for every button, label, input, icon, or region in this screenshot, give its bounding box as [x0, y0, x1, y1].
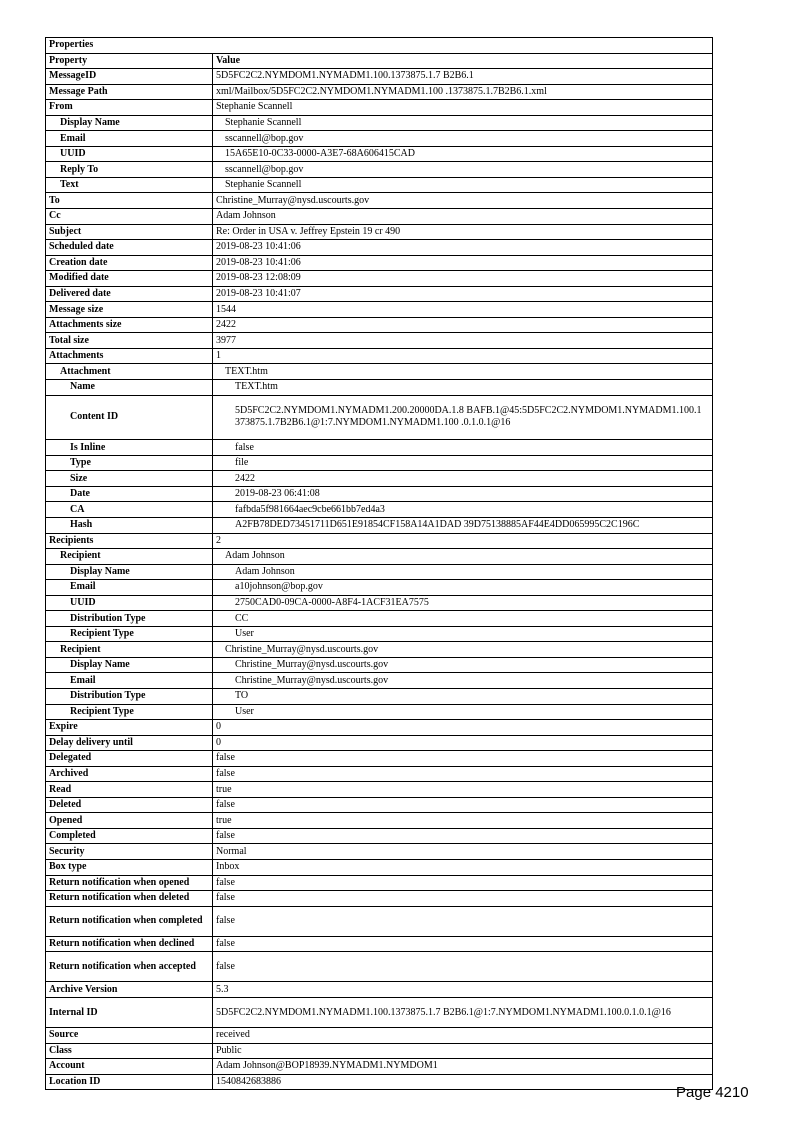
property-name: Return notification when completed [46, 906, 213, 936]
property-name: Box type [46, 860, 213, 876]
table-row [46, 440, 713, 456]
property-name: Recipient Type [46, 626, 213, 642]
property-name: Reply To [46, 162, 213, 178]
property-value: received [213, 1028, 713, 1044]
properties-table-body [46, 38, 713, 1090]
property-value: xml/Mailbox/5D5FC2C2.NYMDOM1.NYMADM1.100 .1373875.1.7B2B6.1.xml [213, 84, 713, 100]
property-name: Archive Version [46, 982, 213, 998]
table-row [46, 69, 713, 85]
table-row [46, 471, 713, 487]
property-name: Distribution Type [46, 689, 213, 705]
property-name: Size [46, 471, 213, 487]
table-row [46, 1059, 713, 1075]
property-value: Christine_Murray@nysd.uscourts.gov [213, 642, 713, 658]
table-row [46, 626, 713, 642]
properties-table [45, 37, 713, 1090]
property-name: Delivered date [46, 286, 213, 302]
property-value: true [213, 782, 713, 798]
table-row [46, 380, 713, 396]
property-name: Cc [46, 209, 213, 225]
property-name: From [46, 100, 213, 116]
property-value: file [213, 455, 713, 471]
property-name: Text [46, 177, 213, 193]
table-row [46, 486, 713, 502]
property-value: Adam Johnson@BOP18939.NYMADM1.NYMDOM1 [213, 1059, 713, 1075]
property-value: false [213, 751, 713, 767]
property-value: 1544 [213, 302, 713, 318]
property-name: Total size [46, 333, 213, 349]
property-value: sscannell@bop.gov [213, 162, 713, 178]
table-row [46, 595, 713, 611]
property-name: Attachments [46, 348, 213, 364]
table-row [46, 317, 713, 333]
table-header-row [46, 53, 713, 69]
property-name: Account [46, 1059, 213, 1075]
table-row [46, 611, 713, 627]
property-value: Adam Johnson [213, 564, 713, 580]
property-name: Email [46, 673, 213, 689]
property-name: Recipient [46, 642, 213, 658]
property-value: 2019-08-23 06:41:08 [213, 486, 713, 502]
property-name: Distribution Type [46, 611, 213, 627]
property-value: Adam Johnson [213, 549, 713, 565]
table-row [46, 766, 713, 782]
property-name: Completed [46, 828, 213, 844]
property-value: false [213, 875, 713, 891]
property-value: TO [213, 689, 713, 705]
table-row [46, 997, 713, 1027]
property-name: Hash [46, 518, 213, 534]
property-name: Source [46, 1028, 213, 1044]
property-value: true [213, 813, 713, 829]
table-row [46, 209, 713, 225]
table-row [46, 952, 713, 982]
property-name: To [46, 193, 213, 209]
table-row [46, 875, 713, 891]
table-row [46, 580, 713, 596]
property-name: Date [46, 486, 213, 502]
property-name: Return notification when accepted [46, 952, 213, 982]
property-value: 2422 [213, 317, 713, 333]
table-row [46, 333, 713, 349]
table-row [46, 549, 713, 565]
property-value: 2019-08-23 10:41:06 [213, 240, 713, 256]
table-row [46, 720, 713, 736]
property-name: Class [46, 1043, 213, 1059]
property-name: Display Name [46, 564, 213, 580]
property-value: Adam Johnson [213, 209, 713, 225]
property-name: Scheduled date [46, 240, 213, 256]
property-value: 2750CAD0-09CA-0000-A8F4-1ACF31EA7575 [213, 595, 713, 611]
table-row [46, 302, 713, 318]
property-value: 0 [213, 735, 713, 751]
property-name: MessageID [46, 69, 213, 85]
property-name: UUID [46, 146, 213, 162]
property-value: Stephanie Scannell [213, 115, 713, 131]
table-row [46, 162, 713, 178]
table-row [46, 146, 713, 162]
property-name: Modified date [46, 271, 213, 287]
table-row [46, 751, 713, 767]
table-row [46, 735, 713, 751]
property-value: 2422 [213, 471, 713, 487]
property-value: 2 [213, 533, 713, 549]
property-value: false [213, 936, 713, 952]
table-row [46, 891, 713, 907]
property-name: Display Name [46, 115, 213, 131]
table-row [46, 782, 713, 798]
property-value: TEXT.htm [213, 380, 713, 396]
property-value: sscannell@bop.gov [213, 131, 713, 147]
table-row [46, 1028, 713, 1044]
property-value: 2019-08-23 10:41:06 [213, 255, 713, 271]
property-value: 5D5FC2C2.NYMDOM1.NYMADM1.200.20000DA.1.8 BAFB.1@45:5D5FC2C2.NYMDOM1.NYMADM1.100.1 373875.1.7B2B6.1@1:7.NYMDOM1.NYMADM1.100 .0.1.0.1@16 [213, 395, 713, 440]
property-value: false [213, 797, 713, 813]
table-row [46, 689, 713, 705]
property-name: Internal ID [46, 997, 213, 1027]
property-name: Read [46, 782, 213, 798]
property-name: Is Inline [46, 440, 213, 456]
table-row [46, 348, 713, 364]
property-name: Return notification when declined [46, 936, 213, 952]
table-row [46, 1043, 713, 1059]
property-name: Delay delivery until [46, 735, 213, 751]
property-value: Christine_Murray@nysd.uscourts.gov [213, 673, 713, 689]
property-name: Return notification when opened [46, 875, 213, 891]
property-value: Public [213, 1043, 713, 1059]
property-name: Message Path [46, 84, 213, 100]
property-value: a10johnson@bop.gov [213, 580, 713, 596]
column-header-property: Property [46, 53, 213, 69]
property-name: Opened [46, 813, 213, 829]
property-name: Archived [46, 766, 213, 782]
property-value: User [213, 626, 713, 642]
property-value: 1 [213, 348, 713, 364]
property-name: Email [46, 580, 213, 596]
property-name: Attachment [46, 364, 213, 380]
property-value: User [213, 704, 713, 720]
property-value: 2019-08-23 10:41:07 [213, 286, 713, 302]
property-value: CC [213, 611, 713, 627]
property-value: Christine_Murray@nysd.uscourts.gov [213, 657, 713, 673]
table-row [46, 224, 713, 240]
table-row [46, 286, 713, 302]
table-row [46, 502, 713, 518]
property-name: Return notification when deleted [46, 891, 213, 907]
table-row [46, 271, 713, 287]
property-value: false [213, 440, 713, 456]
property-name: Location ID [46, 1074, 213, 1090]
table-row [46, 982, 713, 998]
table-row [46, 533, 713, 549]
table-row [46, 240, 713, 256]
property-name: Subject [46, 224, 213, 240]
table-title: Properties [46, 38, 713, 54]
property-value: Inbox [213, 860, 713, 876]
table-row [46, 1074, 713, 1090]
property-value: 5D5FC2C2.NYMDOM1.NYMADM1.100.1373875.1.7 B2B6.1 [213, 69, 713, 85]
table-row [46, 813, 713, 829]
table-row [46, 364, 713, 380]
property-value: Stephanie Scannell [213, 177, 713, 193]
property-name: Recipient [46, 549, 213, 565]
table-row [46, 564, 713, 580]
column-header-value: Value [213, 53, 713, 69]
property-name: Name [46, 380, 213, 396]
property-value: false [213, 766, 713, 782]
table-row [46, 115, 713, 131]
property-name: Security [46, 844, 213, 860]
property-value: 5D5FC2C2.NYMDOM1.NYMADM1.100.1373875.1.7 B2B6.1@1:7.NYMDOM1.NYMADM1.100.0.1.0.1@16 [213, 997, 713, 1027]
property-name: Attachments size [46, 317, 213, 333]
property-name: Display Name [46, 657, 213, 673]
table-row [46, 657, 713, 673]
property-value: 3977 [213, 333, 713, 349]
table-row [46, 255, 713, 271]
property-value: Christine_Murray@nysd.uscourts.gov [213, 193, 713, 209]
property-name: Message size [46, 302, 213, 318]
table-row [46, 395, 713, 440]
table-row [46, 642, 713, 658]
table-row [46, 936, 713, 952]
property-value: false [213, 952, 713, 982]
table-row [46, 131, 713, 147]
table-row [46, 455, 713, 471]
property-name: Email [46, 131, 213, 147]
property-value: false [213, 828, 713, 844]
property-value: 15A65E10-0C33-0000-A3E7-68A606415CAD [213, 146, 713, 162]
table-row [46, 906, 713, 936]
table-row [46, 177, 713, 193]
table-row [46, 844, 713, 860]
property-name: Content ID [46, 395, 213, 440]
property-value: Normal [213, 844, 713, 860]
table-row [46, 673, 713, 689]
property-name: Type [46, 455, 213, 471]
property-value: Stephanie Scannell [213, 100, 713, 116]
property-name: UUID [46, 595, 213, 611]
property-name: CA [46, 502, 213, 518]
table-row [46, 193, 713, 209]
property-name: Delegated [46, 751, 213, 767]
property-value: TEXT.htm [213, 364, 713, 380]
page-number: Page 4210 [676, 1084, 749, 1101]
table-row [46, 797, 713, 813]
property-value: 0 [213, 720, 713, 736]
property-value: 2019-08-23 12:08:09 [213, 271, 713, 287]
table-row [46, 828, 713, 844]
property-name: Deleted [46, 797, 213, 813]
table-row [46, 84, 713, 100]
property-name: Creation date [46, 255, 213, 271]
table-row [46, 518, 713, 534]
table-row [46, 704, 713, 720]
property-value: false [213, 891, 713, 907]
table-title-row [46, 38, 713, 54]
property-value: 1540842683886 [213, 1074, 713, 1090]
property-value: A2FB78DED73451711D651E91854CF158A14A1DAD 39D75138885AF44E4DD065995C2C196C [213, 518, 713, 534]
table-row [46, 100, 713, 116]
property-value: Re: Order in USA v. Jeffrey Epstein 19 cr 490 [213, 224, 713, 240]
property-name: Recipients [46, 533, 213, 549]
property-value: false [213, 906, 713, 936]
property-value: 5.3 [213, 982, 713, 998]
table-row [46, 860, 713, 876]
property-name: Recipient Type [46, 704, 213, 720]
property-value: fafbda5f981664aec9cbe661bb7ed4a3 [213, 502, 713, 518]
property-name: Expire [46, 720, 213, 736]
